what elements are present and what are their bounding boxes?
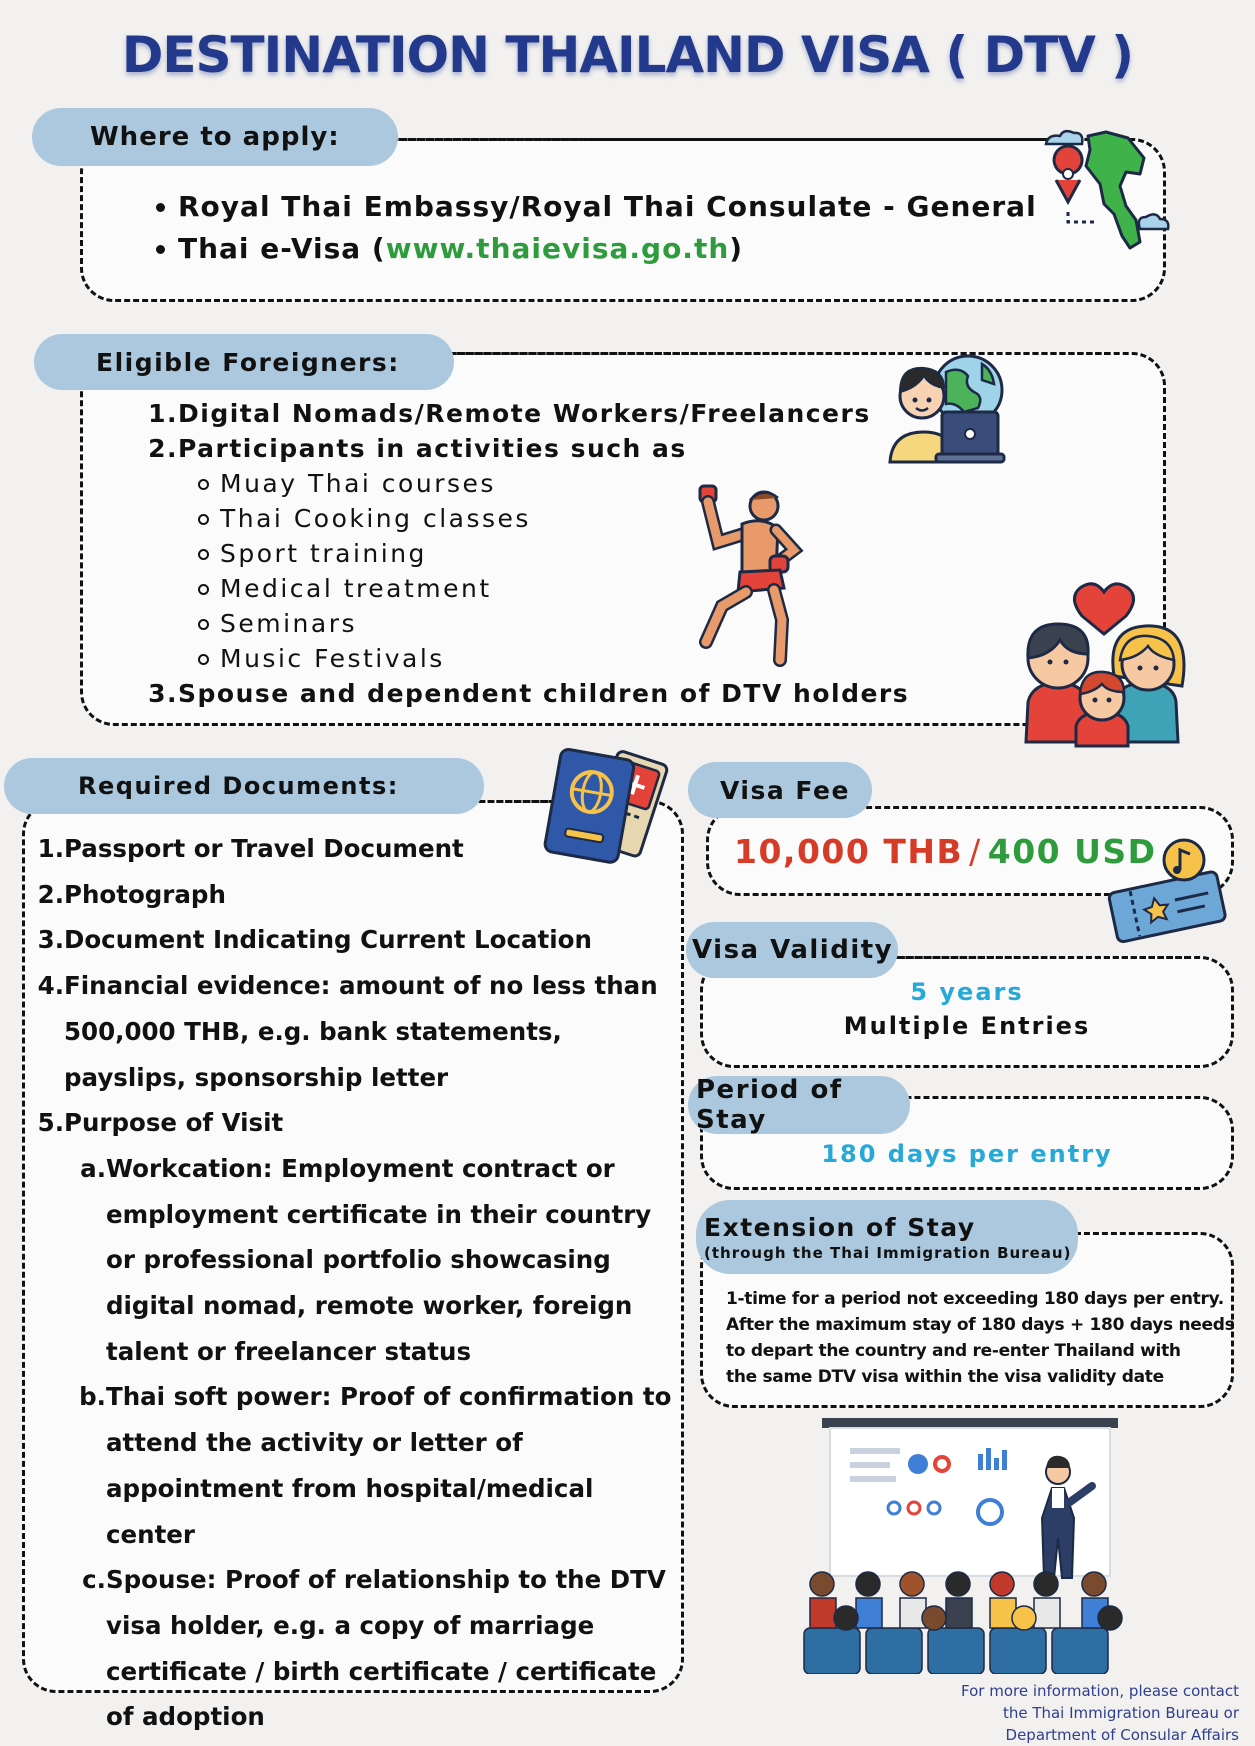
document-item: 5. Purpose of Visit (37, 1108, 284, 1138)
where-item-embassy: Royal Thai Embassy/Royal Thai Consulate - General (150, 186, 1037, 228)
documents-label: Required Documents: (4, 758, 484, 814)
person-globe-laptop-icon (886, 350, 1006, 466)
validity-entries: Multiple Entries (843, 1012, 1091, 1040)
eligible-label: Eligible Foreigners: (34, 334, 454, 390)
activity-item: Seminars (196, 606, 909, 641)
eligible-item-2: 2. Participants in activities such as (148, 434, 687, 463)
ticket-music-icon (1100, 836, 1232, 948)
purpose-item: b. Thai soft power: Proof of confirmation to attend the activity or letter of appointment from hospital/medical center (79, 1382, 672, 1549)
visa-fee-value: 10,000 THB / 400 USD (734, 832, 1157, 871)
eligible-item-3: 3. Spouse and dependent children of DTV holders (148, 679, 910, 708)
activity-item: Thai Cooking classes (196, 501, 909, 536)
documents-list (36, 826, 686, 1740)
purpose-item: a. Workcation: Employment contract or employment certificate in their country or professional portfolio showcasing digital nomad, remote worker, foreign talent or freelancer status (80, 1153, 652, 1366)
purpose-item: c. Spouse: Proof of relationship to the DTV visa holder, e.g. a copy of marriage certificate / birth certificate / certificate of adoption (82, 1565, 666, 1732)
visa-validity-label: Visa Validity (686, 922, 898, 978)
period-of-stay-label: Period of Stay (688, 1076, 910, 1134)
document-item: 2. Photograph (37, 879, 226, 909)
extension-text: 1-time for a period not exceeding 180 days per entry. After the maximum stay of 180 days + 180 days needs to depart the country and re-enter Thailand with the same DTV visa within the visa validity date (726, 1289, 1235, 1387)
validity-years: 5 years (910, 978, 1024, 1006)
activity-item: Medical treatment (196, 571, 909, 606)
where-to-apply-list (150, 186, 1037, 270)
document-item: 1. Passport or Travel Document (37, 834, 464, 863)
extension-sublabel: (through the Thai Immigration Bureau) (704, 1243, 1072, 1262)
map-thailand-icon (1040, 124, 1180, 264)
period-of-stay-value: 180 days per entry (821, 1140, 1113, 1168)
where-item-evisa: Thai e-Visa (www.thaievisa.go.th) (150, 228, 1037, 270)
document-item: 3. Document Indicating Current Location (37, 925, 592, 955)
footer-contact: For more information, please contact the Thai Immigration Bureau or Department of Consular Affairs (961, 1682, 1239, 1744)
visa-fee-label: Visa Fee (688, 762, 872, 818)
family-heart-icon (1020, 580, 1190, 748)
page-title: DESTINATION THAILAND VISA ( DTV ) (121, 26, 1134, 84)
where-to-apply-label: Where to apply: (32, 108, 398, 166)
presentation-audience-icon (794, 1412, 1144, 1674)
muay-thai-fighter-icon (690, 480, 814, 670)
document-item: 4. Financial evidence: amount of no less than 500,000 THB, e.g. bank statements, payslips, sponsorship letter (37, 971, 658, 1092)
eligible-item-1: 1. Digital Nomads/Remote Workers/Freelancers (148, 399, 871, 428)
activity-item: Muay Thai courses (196, 466, 909, 501)
evisa-link[interactable]: www.thaievisa.go.th (385, 232, 730, 265)
activity-item: Sport training (196, 536, 909, 571)
extension-label: Extension of Stay (through the Thai Immigration Bureau) (696, 1200, 1078, 1274)
activity-item: Music Festivals (196, 641, 909, 676)
